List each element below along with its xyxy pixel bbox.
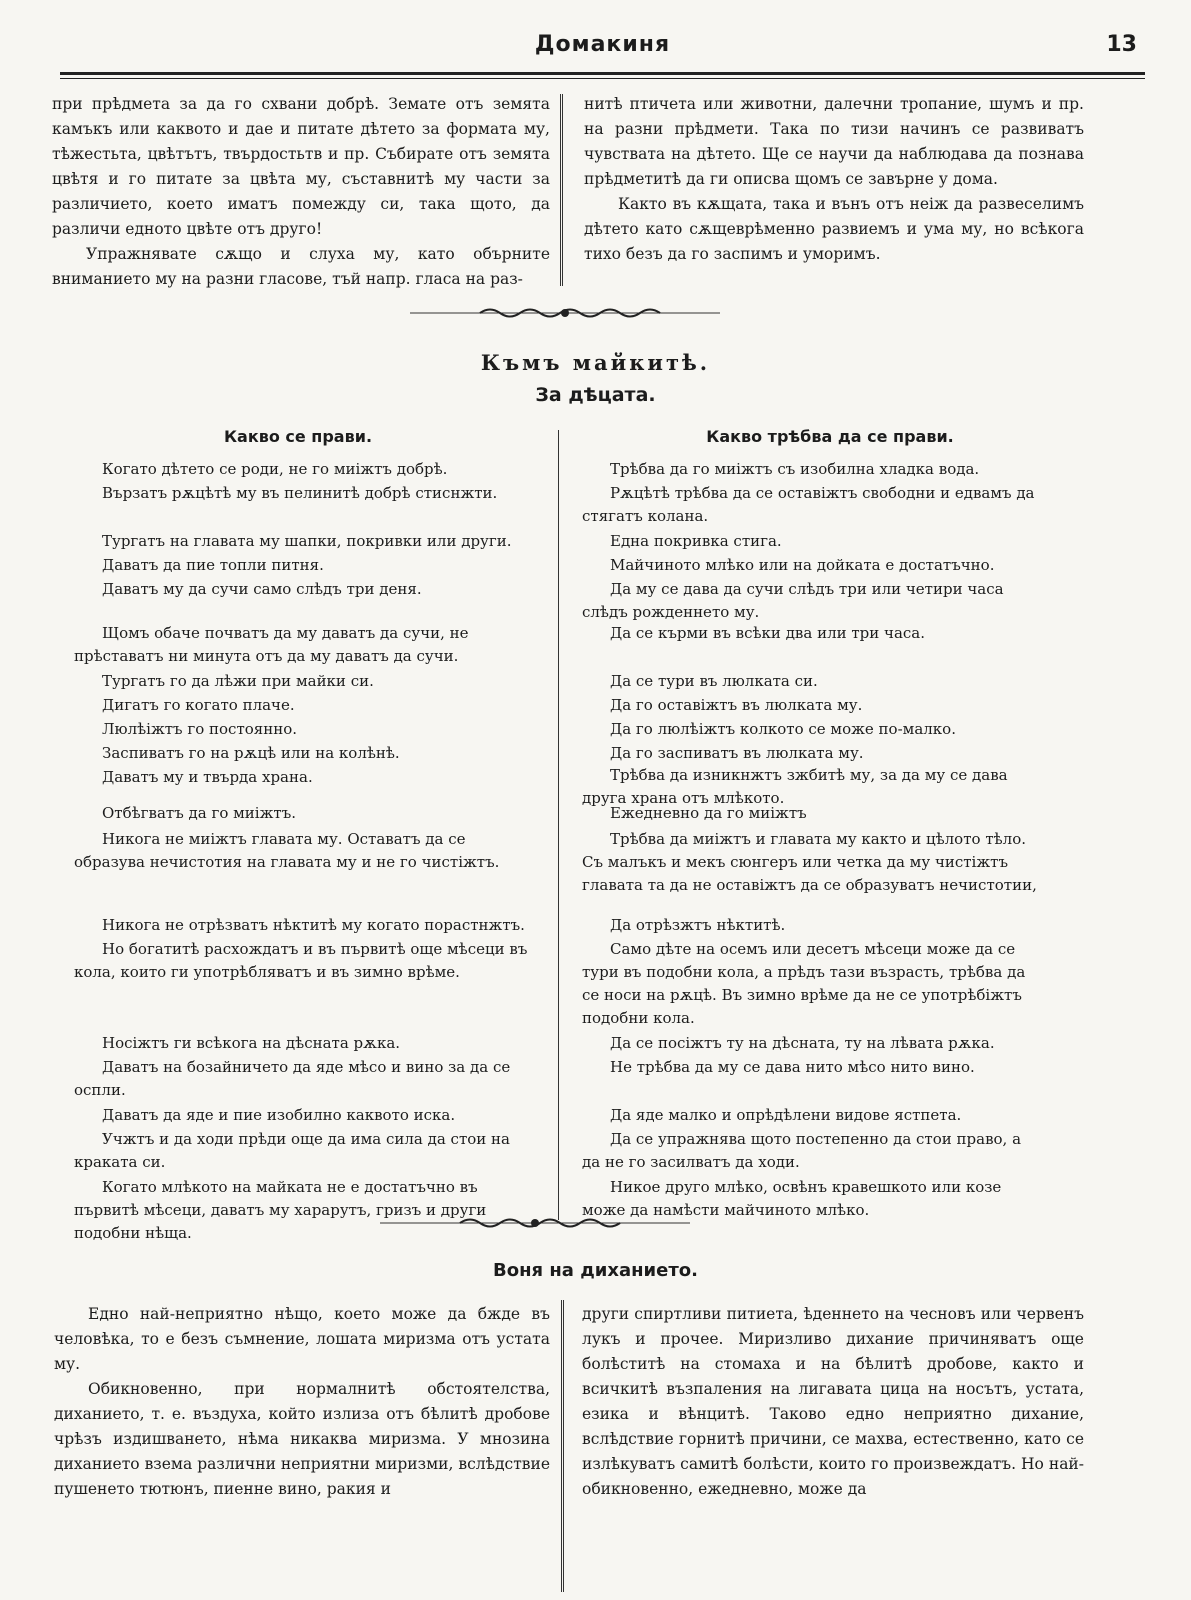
practice-item: Да се посіжтъ ту на дѣсната, ту на лѣвата рѫка. — [610, 1034, 995, 1052]
column-divider — [561, 1300, 566, 1592]
journal-title: Домакиня — [534, 32, 671, 57]
ornament-divider — [410, 306, 720, 320]
breath-left-column — [54, 1302, 550, 1502]
practice-item: Даватъ да пие топли питня. — [102, 556, 324, 574]
header-rule-thin — [60, 78, 1145, 79]
paragraph: Упражнявате сѫщо и слуха му, като обърните вниманието му на разни гласове, тъй напр. гласа на раз- — [52, 245, 550, 288]
practice-item: Трѣбва да го миіжтъ съ изобилна хладка вода. — [610, 460, 980, 478]
practice-item: Не трѣбва да му се дава нито мѣсо нито вино. — [610, 1058, 975, 1076]
practice-item: Даватъ да яде и пие изобилно каквото иска. — [102, 1106, 456, 1124]
practice-item: Само дѣте на осемъ или десетъ мѣсеци може да се тури въ подобни кола, а прѣдъ тази възрасть, трѣбва да се носи на рѫцѣ. Въ зимно врѣме да не се употрѣбіжтъ подобни кола. — [582, 940, 1026, 1027]
page-number: 13 — [1106, 32, 1137, 57]
section-title: Воня на диханието. — [493, 1260, 698, 1281]
practice-item: Даватъ му и твърда храна. — [102, 768, 313, 786]
practice-item: Никога не отрѣзватъ нѣктитѣ му когато порастнжтъ. — [102, 916, 525, 934]
intro-left-column — [52, 92, 550, 292]
paragraph: нитѣ птичета или животни, далечни тропание, шумъ и пр. на разни прѣдмети. Така по тизи начинъ се развиватъ чувствата на дѣтето. Ще се научи да наблюдава да познава прѣдметитѣ да ги описва щомъ се завърне у дома. — [584, 95, 1084, 188]
practice-item: Никое друго млѣко, освѣнъ кравешкото или козе може да намѣсти майчиното млѣко. — [582, 1178, 1002, 1219]
practice-item: Даватъ му да сучи само слѣдъ три деня. — [102, 580, 422, 598]
practice-item: Да се упражнява щото постепенно да стои право, а да не го засилватъ да ходи. — [582, 1130, 1022, 1171]
practice-item: Майчиното млѣко или на дойката е достатъчно. — [610, 556, 995, 574]
practice-item: Щомъ обаче почватъ да му даватъ да сучи, не прѣставатъ ни минута отъ да му даватъ да сучи. — [74, 624, 469, 665]
practice-item: Учжтъ и да ходи прѣди още да има сила да стои на краката си. — [74, 1130, 510, 1171]
paragraph: при прѣдмета за да го схвани добрѣ. Земате отъ земята камъкъ или каквото и дае и питате дѣтето за формата му, тѣжестьта, цвѣтътъ, твърдостьтв и пр. Събирате отъ земята цвѣтя и го питате за цвѣта му, съставнитѣ му части за различието, което иматъ помежду си, така щото, да различи едното цвѣте отъ друго! — [52, 95, 550, 238]
paragraph: други спиртливи питиета, ѣденнето на чесновъ или червенъ лукъ и прочее. Миризливо дихание причиняватъ още болѣститѣ на стомаха и на бѣлитѣ дробове, както и всичкитѣ възпаления на лигавата цица на носътъ, устата, езика и вѣнцитѣ. Таково едно неприятно дихание, вслѣдствие горнитѣ причини, се махва, естественно, като се излѣкуватъ самитѣ болѣсти, които го произвеждатъ. Но най-обикновенно, ежедневно, може да — [582, 1305, 1084, 1498]
practice-item: Да го люлѣіжтъ колкото се може по-малко. — [610, 720, 956, 738]
left-list-heading: Какво се прави. — [223, 427, 373, 446]
practice-item: Рѫцѣтѣ трѣбва да се оставіжтъ свободни и едвамъ да стягатъ колана. — [582, 484, 1035, 525]
practice-item: Да яде малко и опрѣдѣлени видове ястпета. — [610, 1106, 962, 1124]
practice-item: Тургатъ го да лѣжи при майки си. — [102, 672, 374, 690]
paragraph: Както въ кѫщата, така и вънъ отъ неіж да развеселимъ дѣтето като сѫщеврѣменно развиемъ и ума му, но всѣкога тихо безъ да го заспимъ и уморимъ. — [584, 195, 1084, 263]
practice-item: Една покривка стига. — [610, 532, 782, 550]
section-subtitle: За дѣцата. — [535, 384, 656, 406]
practice-item: Когато млѣкото на майката не е достатъчно въ първитѣ мѣсеци, даватъ му харарутъ, гризъ и други подобни нѣща. — [74, 1178, 487, 1242]
running-head — [60, 26, 1145, 66]
practice-item: Отбѣгватъ да го миіжтъ. — [102, 804, 297, 822]
practice-item: Тургатъ на главата му шапки, покривки или други. — [102, 532, 512, 550]
right-practices-list — [582, 458, 1042, 1218]
breath-right-column — [582, 1302, 1084, 1502]
ornament-divider — [380, 1216, 690, 1230]
header-rule — [60, 72, 1145, 75]
section-title: Къмъ майкитѣ. — [480, 350, 711, 375]
practice-item: Никога не миіжтъ главата му. Оставатъ да се образува нечистотия на главата му и не го чистіжтъ. — [74, 830, 500, 871]
practice-item: Да му се дава да сучи слѣдъ три или четири часа слѣдъ рожденнето му. — [582, 580, 1004, 621]
column-divider — [560, 94, 565, 286]
practice-item: Даватъ на бозайничето да яде мѣсо и вино за да се оспли. — [74, 1058, 511, 1099]
practice-item: Носіжтъ ги всѣкога на дѣсната рѫка. — [102, 1034, 401, 1052]
practice-item: Трѣбва да миіжтъ и главата му както и цѣлото тѣло. Съ малъкъ и мекъ сюнгеръ или четка да му чистіжтъ главата та да не оставіжтъ да се образуватъ нечистотии, — [582, 830, 1037, 894]
practice-item: Да го оставіжтъ въ люлката му. — [610, 696, 863, 714]
intro-right-column — [584, 92, 1084, 267]
practice-item: Да се тури въ люлката си. — [610, 672, 818, 690]
left-practices-list — [74, 458, 536, 1242]
paragraph: Едно най-неприятно нѣщо, което може да бжде въ человѣка, то е безъ съмнение, лошата миризма отъ устата му. — [54, 1305, 550, 1373]
practice-item: Люлѣіжтъ го постоянно. — [102, 720, 298, 738]
practice-item: Но богатитѣ расхождатъ и въ първитѣ още мѣсеци въ кола, които ги употрѣбляватъ и въ зимно врѣме. — [74, 940, 528, 981]
practice-item: Когато дѣтето се роди, не го миіжтъ добрѣ. — [102, 460, 448, 478]
practice-item: Трѣбва да изникнжтъ зжбитѣ му, за да му се дава друга храна отъ млѣкото. — [582, 766, 1008, 807]
practice-item: Дигатъ го когато плаче. — [102, 696, 295, 714]
practice-item: Заспиватъ го на рѫцѣ или на колѣнѣ. — [102, 744, 400, 762]
practice-item: Да отрѣзжтъ нѣктитѣ. — [610, 916, 786, 934]
practice-item: Да се кърми въ всѣки два или три часа. — [610, 624, 926, 642]
practice-item: Ежедневно да го миіжтъ — [610, 804, 807, 822]
practice-item: Вързатъ рѫцѣтѣ му въ пелинитѣ добрѣ стиснжти. — [102, 484, 498, 502]
paragraph: Обикновенно, при нормалнитѣ обстоятелства, диханието, т. е. въздуха, който излиза отъ бѣлитѣ дробове чрѣзъ издишването, нѣма никаква миризма. У мнозина диханието взема различни неприятни миризми, вслѣдствие пушенето тютюнъ, пиенне вино, ракия и — [54, 1380, 550, 1498]
practice-item: Да го заспиватъ въ люлката му. — [610, 744, 864, 762]
right-list-heading: Какво трѣбва да се прави. — [706, 427, 954, 446]
column-divider — [558, 430, 559, 1220]
